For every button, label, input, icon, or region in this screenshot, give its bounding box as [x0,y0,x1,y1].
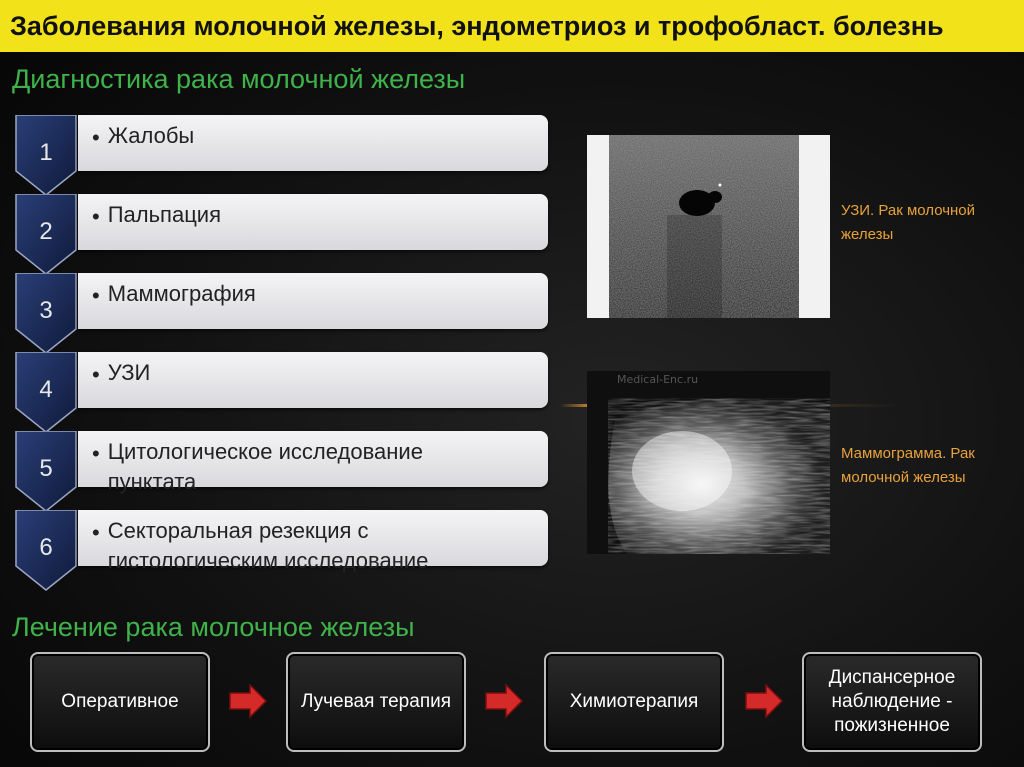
diagnostic-step [14,273,554,339]
step-box [78,194,548,250]
bullet-icon: • [92,204,100,229]
step-text: Пальпация [107,202,222,227]
step-text: УЗИ [107,360,151,385]
mammogram-watermark: Medical-Enc.ru [617,373,699,386]
bullet-icon: • [92,520,100,545]
arrow-right-icon [484,683,524,719]
ultrasound-image [587,135,830,318]
treatment-title: Лечение рака молочное железы [12,612,415,642]
treatment-step-chemotherapy: Химиотерапия [544,652,724,752]
title-bar [0,0,1024,52]
mammogram-caption: Маммограмма. Рак молочной железы [841,445,975,486]
diagnostics-title: Диагностика рака молочной железы [12,64,466,94]
ultrasound-caption: УЗИ. Рак молочной железы [841,202,976,243]
bullet-icon: • [92,362,100,387]
step-box [78,510,548,573]
diagnostic-step [14,194,554,260]
step-box [78,352,548,408]
treatment-step-surgery: Оперативное [30,652,210,752]
step-text: Жалобы [107,123,195,148]
slide-title: Заболевания молочной железы, эндометриоз и трофобласт. болезнь [10,10,944,41]
step-text: Секторальная резекция с гистологическим исследование [107,518,429,573]
diagnostic-step [14,115,554,181]
step-number: 1 [39,139,53,166]
step-box [78,115,548,171]
bullet-icon: • [92,441,100,466]
step-box [78,431,548,494]
treatment-step-radiation: Лучевая терапия [286,652,466,752]
bullet-icon: • [92,125,100,150]
step-number: 6 [39,534,53,561]
mammogram-image [587,371,830,554]
diagnostic-step [14,431,554,497]
step-box [78,273,548,329]
step-number: 2 [39,218,53,245]
arrow-right-icon [228,683,268,719]
step-number: 3 [39,297,53,324]
step-number: 5 [39,455,53,482]
step-text: Маммография [107,281,256,306]
bullet-icon: • [92,283,100,308]
step-text: Цитологическое исследование пунктата [107,439,423,494]
treatment-step-follow-up: Диспансерное наблюдение - пожизненное [802,652,982,752]
step-number: 4 [39,376,53,403]
arrow-right-icon [744,683,784,719]
diagnostic-step [14,352,554,418]
diagnostic-step [14,510,554,576]
